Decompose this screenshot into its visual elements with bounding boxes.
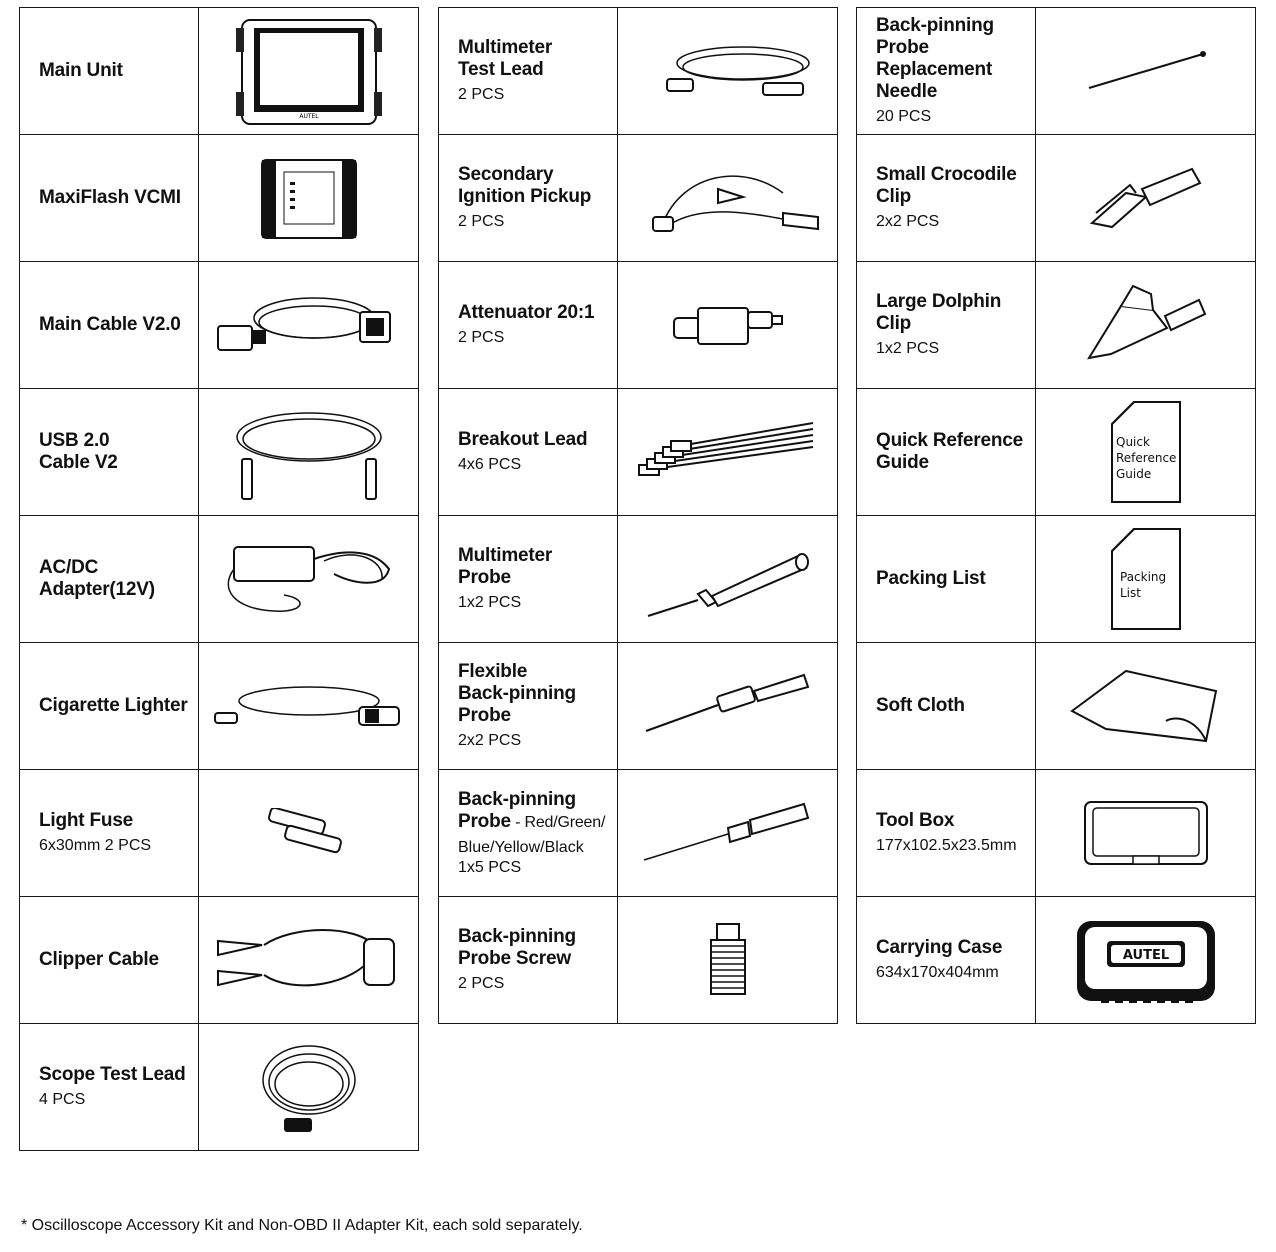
item-name: Large Dolphin Clip bbox=[876, 291, 1002, 334]
item-row bbox=[857, 897, 1255, 1024]
item-row bbox=[20, 770, 418, 897]
cigarette-lighter-icon bbox=[199, 643, 418, 769]
item-name: Soft Cloth bbox=[876, 695, 965, 716]
usb-cable-icon bbox=[199, 389, 418, 515]
clipper-cable-icon bbox=[199, 897, 418, 1023]
document-icon bbox=[1036, 516, 1255, 642]
fuse-icon bbox=[199, 770, 418, 896]
item-quantity: 2 PCS bbox=[458, 213, 505, 230]
item-row bbox=[20, 897, 418, 1024]
item-name-suffix: - Red/Green/ bbox=[510, 813, 606, 831]
item-quantity: 177x102.5x23.5mm bbox=[876, 837, 1017, 854]
attenuator-icon bbox=[618, 262, 837, 388]
item-name: Main Cable V2.0 bbox=[39, 314, 181, 335]
item-row bbox=[439, 770, 837, 897]
item-name: Breakout Lead bbox=[458, 429, 588, 450]
test-lead-icon bbox=[618, 8, 837, 134]
item-row bbox=[857, 389, 1255, 516]
item-name: Cigarette Lighter bbox=[39, 695, 188, 716]
item-row bbox=[439, 897, 837, 1024]
item-name: Scope Test Lead bbox=[39, 1064, 186, 1085]
item-row bbox=[20, 643, 418, 770]
item-name: MaxiFlash VCMI bbox=[39, 187, 181, 208]
item-row bbox=[20, 8, 418, 135]
breakout-lead-icon bbox=[618, 389, 837, 515]
needle-icon bbox=[1036, 8, 1255, 134]
main-cable-icon bbox=[199, 262, 418, 388]
item-row bbox=[439, 8, 837, 135]
item-quantity: Blue/Yellow/Black 1x5 PCS bbox=[458, 838, 584, 876]
svg-text:AUTEL: AUTEL bbox=[298, 112, 319, 120]
item-row bbox=[20, 1024, 418, 1151]
item-quantity: 20 PCS bbox=[876, 108, 932, 125]
crocodile-clip-icon bbox=[1036, 135, 1255, 261]
item-name: Attenuator 20:1 bbox=[458, 302, 595, 323]
item-row bbox=[20, 389, 418, 516]
item-name: USB 2.0 Cable V2 bbox=[39, 430, 118, 473]
item-name: Back-pinning Probe Replacement Needle bbox=[876, 15, 994, 102]
item-name: Multimeter Test Lead bbox=[458, 37, 553, 80]
item-quantity: 2 PCS bbox=[458, 86, 505, 103]
document-label: Quick Reference Guide bbox=[1115, 435, 1176, 481]
item-row bbox=[439, 389, 837, 516]
dolphin-clip-icon bbox=[1036, 262, 1255, 388]
vcmi-icon bbox=[199, 135, 418, 261]
item-name: Tool Box bbox=[876, 810, 955, 831]
scope-lead-icon bbox=[199, 1024, 418, 1150]
item-row bbox=[857, 262, 1255, 389]
item-quantity: 634x170x404mm bbox=[876, 964, 999, 981]
flexible-probe-icon bbox=[618, 643, 837, 769]
item-name: AC/DC Adapter(12V) bbox=[39, 557, 155, 600]
item-quantity: 2x2 PCS bbox=[458, 732, 522, 749]
item-row bbox=[857, 643, 1255, 770]
item-quantity: 2 PCS bbox=[458, 975, 505, 992]
item-quantity: 6x30mm 2 PCS bbox=[39, 837, 152, 854]
item-name: Main Unit bbox=[39, 60, 123, 81]
accessory-column-3 bbox=[856, 7, 1256, 1024]
item-name: Back-pinning Probe Screw bbox=[458, 926, 576, 969]
item-quantity: 1x2 PCS bbox=[876, 340, 940, 357]
cloth-icon bbox=[1036, 643, 1255, 769]
item-row bbox=[439, 516, 837, 643]
document-label: Packing List bbox=[1119, 570, 1166, 600]
item-name: Back-pinning Probe - Red/Green/ bbox=[458, 788, 606, 832]
item-quantity: 4 PCS bbox=[39, 1091, 86, 1108]
item-name: Secondary Ignition Pickup bbox=[458, 164, 592, 207]
case-brand-logo: AUTEL bbox=[1122, 947, 1169, 963]
ignition-pickup-icon bbox=[618, 135, 837, 261]
item-row bbox=[20, 516, 418, 643]
item-row bbox=[20, 262, 418, 389]
item-row bbox=[857, 135, 1255, 262]
item-name: Multimeter Probe bbox=[458, 545, 553, 588]
probe-screw-icon bbox=[618, 897, 837, 1023]
item-row bbox=[857, 516, 1255, 643]
item-name: Quick Reference Guide bbox=[876, 430, 1023, 473]
item-row bbox=[439, 262, 837, 389]
item-quantity: 4x6 PCS bbox=[458, 456, 522, 473]
item-name: Carrying Case bbox=[876, 937, 1003, 958]
item-name: Packing List bbox=[876, 568, 986, 589]
item-name: Clipper Cable bbox=[39, 949, 159, 970]
tablet-icon bbox=[199, 8, 418, 134]
footnote: * Oscilloscope Accessory Kit and Non-OBD II Adapter Kit, each sold separately. bbox=[21, 1217, 583, 1234]
item-name: Light Fuse bbox=[39, 810, 134, 831]
toolbox-icon bbox=[1036, 770, 1255, 896]
backpin-probe-icon bbox=[618, 770, 837, 896]
item-name: Small Crocodile Clip bbox=[876, 164, 1017, 207]
accessory-column-2 bbox=[438, 7, 838, 1024]
item-quantity: 2x2 PCS bbox=[876, 213, 940, 230]
adapter-icon bbox=[199, 516, 418, 642]
item-name: Flexible Back-pinning Probe bbox=[458, 661, 576, 726]
item-quantity: 1x2 PCS bbox=[458, 594, 522, 611]
item-row bbox=[20, 135, 418, 262]
accessory-column-1 bbox=[19, 7, 419, 1151]
item-row bbox=[857, 770, 1255, 897]
carrying-case-icon bbox=[1036, 897, 1255, 1023]
item-row bbox=[857, 8, 1255, 135]
document-icon bbox=[1036, 389, 1255, 515]
item-quantity: 2 PCS bbox=[458, 329, 505, 346]
item-row bbox=[439, 135, 837, 262]
multimeter-probe-icon bbox=[618, 516, 837, 642]
item-row bbox=[439, 643, 837, 770]
